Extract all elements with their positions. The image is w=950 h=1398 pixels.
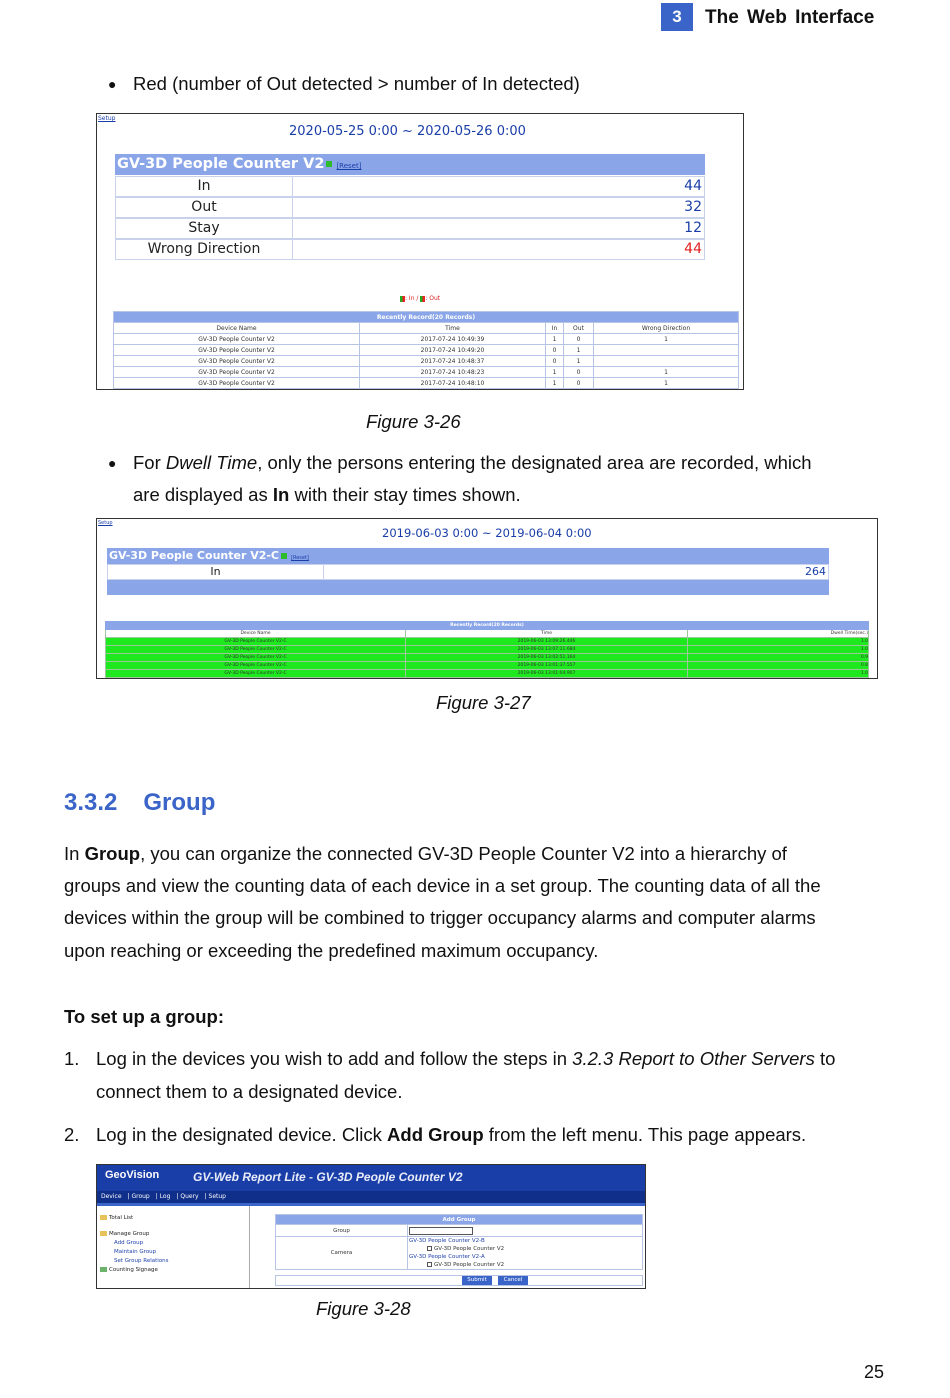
in-out-legend: : In / : Out <box>400 295 440 302</box>
row-value: 44 <box>684 241 702 257</box>
bullet-dwell-line2: are displayed as In with their stay times shown. <box>133 484 521 505</box>
table-row: GV-3D People Counter V2-C 2019-06-03 13:02:51.164 0.9 <box>106 654 869 662</box>
col-header: Device Name <box>114 323 360 334</box>
table-row: GV-3D People Counter V2 2017-07-24 10:49:20 0 1 <box>114 345 739 356</box>
dwell-records-table <box>105 621 869 678</box>
section-heading <box>64 789 215 817</box>
setup-link[interactable]: Setup <box>98 520 113 526</box>
menu-device[interactable]: Device <box>101 1193 122 1200</box>
step-1-number: 1. <box>64 1048 80 1069</box>
menu-log[interactable]: Log <box>159 1193 171 1200</box>
setup-link[interactable]: Setup <box>98 115 116 122</box>
form-button-row <box>275 1275 643 1286</box>
left-menu-tree <box>100 1214 169 1275</box>
step-2-line1: Log in the designated device. Click Add Group from the left menu. This page appears. <box>96 1124 807 1145</box>
tree-manage-group[interactable]: Manage Group <box>100 1230 169 1239</box>
bullet-icon: ● <box>108 455 117 471</box>
tree-counting-signage[interactable]: Counting Signage <box>100 1266 169 1275</box>
col-header: Device Name <box>106 630 406 638</box>
page-number: 25 <box>864 1362 885 1382</box>
section-paragraph-line4: upon reaching or exceeding the predefined maximum occupancy. <box>64 940 599 961</box>
counter-row-out <box>115 197 705 218</box>
section-title: Group <box>143 789 216 816</box>
folder-icon <box>100 1215 107 1220</box>
menu-query[interactable]: Query <box>180 1193 199 1200</box>
reset-link[interactable]: [Reset] <box>336 162 362 170</box>
reset-link[interactable]: [Reset] <box>291 555 309 561</box>
counter-row-in <box>107 564 829 580</box>
panel-divider <box>249 1206 250 1288</box>
camera-option[interactable]: GV-3D People Counter V2 <box>409 1245 641 1253</box>
device-title-bar <box>115 154 705 175</box>
row-label: Wrong Direction <box>116 240 293 259</box>
col-header: Time <box>406 630 688 638</box>
top-menu: Device | Group | Log | Query | Setup <box>97 1191 645 1203</box>
col-header: Wrong Direction <box>594 323 739 334</box>
figure-3-26-caption: Figure 3-26 <box>366 411 461 432</box>
table-row: GV-3D People Counter V2-C 2019-06-03 13:01:37.557 0.8 <box>106 662 869 670</box>
step-2-number: 2. <box>64 1124 80 1145</box>
signage-icon <box>100 1267 107 1272</box>
col-header: Dwell Time(sec.) <box>688 630 869 638</box>
bullet-red-rule: Red (number of Out detected > number of In detected) <box>133 73 580 94</box>
camera-option[interactable]: GV-3D People Counter V2 <box>409 1261 641 1269</box>
bullet-dwell-line1: For Dwell Time, only the persons entering the designated area are recorded, which <box>133 452 812 473</box>
group-name-input[interactable] <box>409 1227 473 1235</box>
tree-total-list[interactable]: Total List <box>100 1214 169 1223</box>
row-label: Stay <box>116 219 293 238</box>
row-value: 44 <box>684 178 702 194</box>
menu-divider <box>97 1203 645 1206</box>
camera-checkbox[interactable] <box>427 1262 432 1267</box>
device-title: GV-3D People Counter V2 <box>117 156 325 172</box>
table-row: GV-3D People Counter V2-C 2019-06-03 13:01:04.907 1.0 <box>106 670 869 678</box>
figure-3-28-caption: Figure 3-28 <box>316 1298 411 1319</box>
app-title-bar <box>97 1165 645 1191</box>
tree-set-group-relations[interactable]: Set Group Relations <box>114 1258 169 1264</box>
table-row: GV-3D People Counter V2 2017-07-24 10:48:23 1 0 1 <box>114 367 739 378</box>
row-label: In <box>116 177 293 196</box>
add-group-form <box>275 1214 643 1270</box>
col-header: Time <box>360 323 546 334</box>
chapter-number-badge: 3 <box>661 3 693 31</box>
date-range: 2020-05-25 0:00 ~ 2020-05-26 0:00 <box>289 124 526 139</box>
tree-maintain-group[interactable]: Maintain Group <box>114 1249 157 1255</box>
date-range: 2019-06-03 0:00 ~ 2019-06-04 0:00 <box>382 526 592 540</box>
step-1-line2: connect them to a designated device. <box>96 1081 403 1102</box>
counter-row-wrong-direction <box>115 239 705 260</box>
camera-server-a: GV-3D People Counter V2-A <box>409 1254 485 1260</box>
camera-label: Camera <box>276 1237 408 1270</box>
row-value: 12 <box>684 220 702 236</box>
camera-checkbox[interactable] <box>427 1246 432 1251</box>
group-label: Group <box>276 1225 408 1237</box>
cancel-button[interactable]: Cancel <box>498 1276 528 1285</box>
camera-server-b: GV-3D People Counter V2-B <box>409 1238 485 1244</box>
figure-3-27-caption: Figure 3-27 <box>436 692 531 713</box>
table-row: GV-3D People Counter V2-C 2019-06-03 13:07:11.684 1.0 <box>106 646 869 654</box>
table-caption: Recently Record(20 Records) <box>114 312 739 323</box>
geovision-logo: GeoVision <box>105 1169 160 1181</box>
app-title: GV-Web Report Lite - GV-3D People Counter V2 <box>193 1170 463 1184</box>
table-row: GV-3D People Counter V2 2017-07-24 10:48:37 0 1 <box>114 356 739 367</box>
table-row: GV-3D People Counter V2 2017-07-24 10:49:39 1 0 1 <box>114 334 739 345</box>
recent-records-table <box>113 311 739 389</box>
procedure-title: To set up a group: <box>64 1006 224 1027</box>
table-caption: Recently Record(20 Records) <box>106 622 869 630</box>
counter-row-in <box>115 176 705 197</box>
device-title-bar <box>107 548 829 564</box>
section-paragraph-line2: groups and view the counting data of each device in a set group. The counting data of all the <box>64 875 821 896</box>
form-title: Add Group <box>276 1215 643 1225</box>
counter-footer-bar <box>107 580 829 595</box>
status-dot-icon <box>281 553 287 559</box>
row-value: 32 <box>684 199 702 215</box>
table-row: GV-3D People Counter V2 2017-07-24 10:48:10 1 0 1 <box>114 378 739 389</box>
figure-3-26-screenshot <box>96 113 744 390</box>
section-number: 3.3.2 <box>64 789 118 816</box>
section-paragraph-line1: In Group, you can organize the connected GV-3D People Counter V2 into a hierarchy of <box>64 843 787 864</box>
tree-add-group[interactable]: Add Group <box>114 1240 144 1246</box>
table-row: GV-3D People Counter V2-C 2019-06-03 13:09:26.446 1.0 <box>106 638 869 646</box>
menu-group[interactable]: Group <box>131 1193 150 1200</box>
folder-icon <box>100 1231 107 1236</box>
row-label: Out <box>116 198 293 217</box>
device-title: GV-3D People Counter V2-C <box>109 549 280 562</box>
row-label: In <box>108 565 324 579</box>
counter-row-stay <box>115 218 705 239</box>
col-header: In <box>546 323 564 334</box>
menu-setup[interactable]: Setup <box>208 1193 226 1200</box>
col-header: Out <box>564 323 594 334</box>
submit-button[interactable]: Submit <box>462 1276 492 1285</box>
section-paragraph-line3: devices within the group will be combined to trigger occupancy alarms and computer alarms <box>64 907 816 928</box>
bullet-icon: ● <box>108 76 117 92</box>
chapter-title: The Web Interface <box>705 7 875 28</box>
step-1-line1: Log in the devices you wish to add and follow the steps in 3.2.3 Report to Other Servers to <box>96 1048 836 1069</box>
figure-3-27-screenshot <box>96 518 878 679</box>
status-dot-icon <box>326 161 332 167</box>
row-value: 264 <box>805 565 826 578</box>
figure-3-28-screenshot <box>96 1164 646 1289</box>
